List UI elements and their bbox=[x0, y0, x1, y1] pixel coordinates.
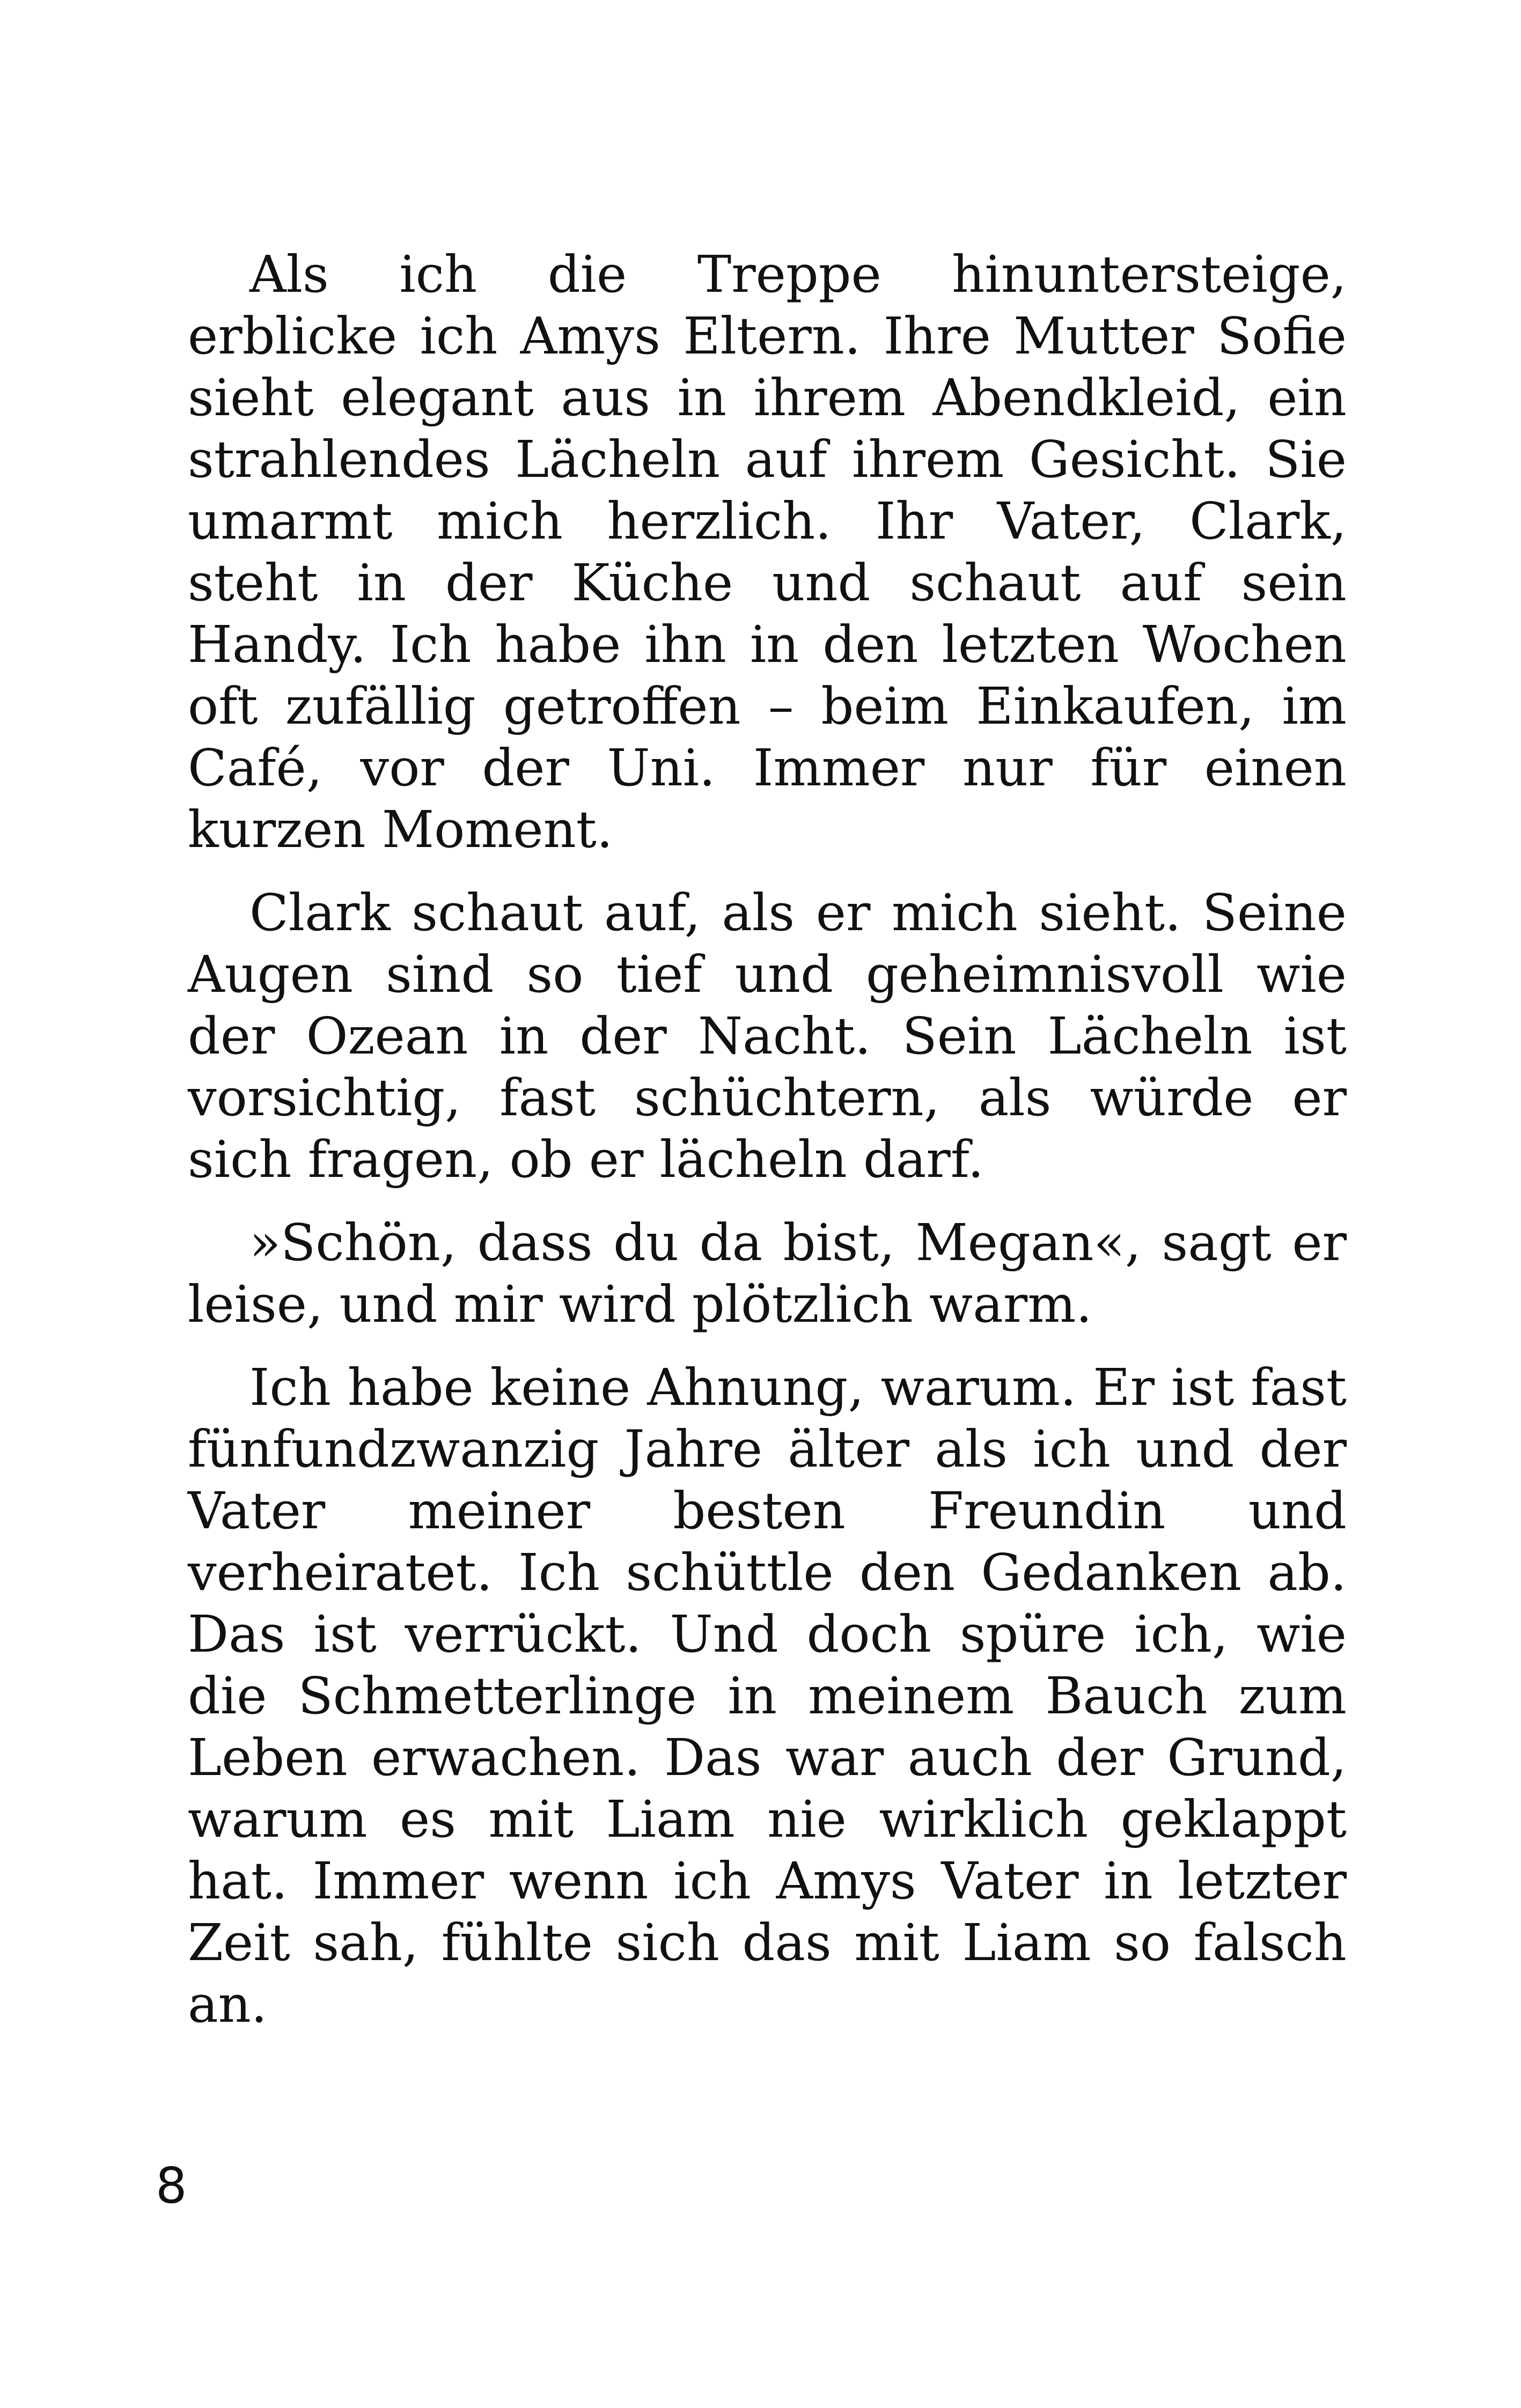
paragraph-4: Ich habe keine Ahnung, warum. Er ist fast fünfundzwanzig Jahre älter als ich und der Vater meiner besten Freundin und verheiratet. Ich schüttle den Gedanken ab. Das ist verrückt. Und doch spüre ich, wie die Schmetterlinge in meinem Bauch zum Leben erwachen. Das war auch der Grund, warum es mit Liam nie wirklich geklappt hat. Immer wenn ich Amys Vater in letzter Zeit sah, fühlte sich das mit Liam so falsch an. bbox=[188, 1358, 1347, 2034]
paragraph-3: »Schön, dass du da bist, Megan«, sagt er leise, und mir wird plötzlich warm. bbox=[188, 1213, 1347, 1334]
paragraph-1: Als ich die Treppe hinuntersteige, erblicke ich Amys Eltern. Ihre Mutter Sofie sieht elegant aus in ihrem Abendkleid, ein strahlendes Lächeln auf ihrem Gesicht. Sie umarmt mich herzlich. Ihr Vater, Clark, steht in der Küche und schaut auf sein Handy. Ich habe ihn in den letzten Wochen oft zufällig getroffen – beim Einkaufen, im Café, vor der Uni. Immer nur für einen kurzen Moment. bbox=[188, 245, 1347, 859]
book-text bbox=[188, 244, 1347, 2057]
page-number: 8 bbox=[156, 2157, 187, 2214]
paragraph-2: Clark schaut auf, als er mich sieht. Seine Augen sind so tief und geheimnisvoll wie der Ozean in der Nacht. Sein Lächeln ist vorsichtig, fast schüchtern, als würde er sich fragen, ob er lächeln darf. bbox=[188, 883, 1347, 1189]
